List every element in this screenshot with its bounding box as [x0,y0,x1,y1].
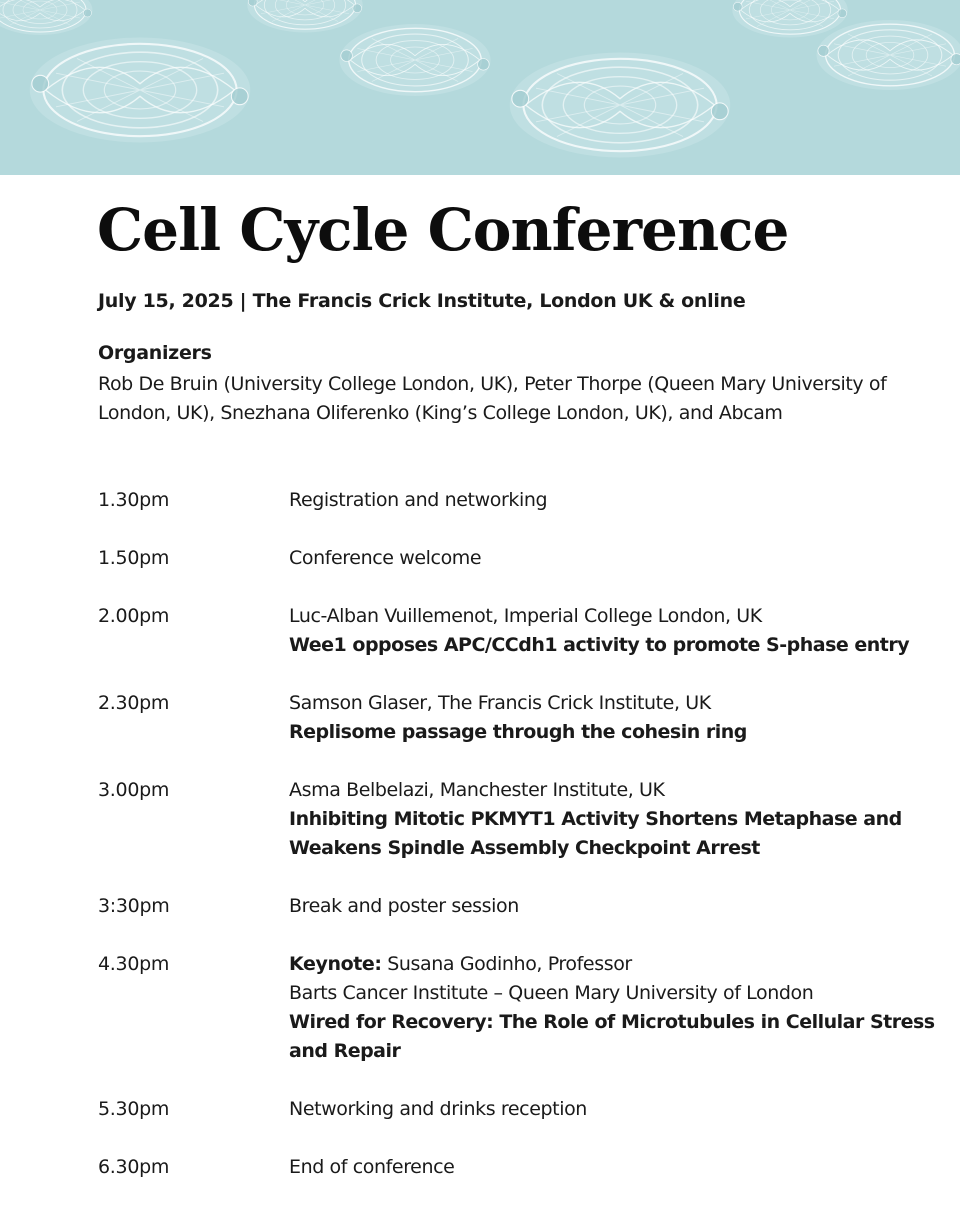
session-title: Registration and networking [289,489,548,511]
speaker-info: Luc-Alban Vuillemenot, Imperial College London, UK [289,605,762,627]
session-detail [289,1095,938,1124]
session-title: Break and poster session [289,895,519,917]
session-detail [289,689,938,747]
session-time: 2.30pm [98,692,170,714]
session-detail [289,950,938,1066]
talk-title: Wee1 opposes APC/CCdh1 activity to promote S-phase entry [289,634,910,656]
session-detail [289,776,938,863]
schedule-row [98,1095,938,1124]
schedule-row [98,1153,938,1182]
speaker-info: Samson Glaser, The Francis Crick Institute, UK [289,692,711,714]
session-title: Networking and drinks reception [289,1098,587,1120]
page-title: Cell Cycle Conference [97,196,789,264]
session-detail [289,544,938,573]
speaker-info: Susana Godinho, Professor [381,953,632,975]
date-venue: July 15, 2025 | The Francis Crick Institute, London UK & online [98,290,746,312]
session-time: 3:30pm [98,895,170,917]
session-title: Conference welcome [289,547,482,569]
session-detail [289,486,938,515]
session-time: 6.30pm [98,1156,170,1178]
organizers-heading: Organizers [98,342,212,364]
schedule [98,486,938,1211]
organizers-list: Rob De Bruin (University College London, UK), Peter Thorpe (Queen Mary University of London, UK), Snezhana Oliferenko (King’s College London, UK), and Abcam [98,373,887,424]
schedule-row [98,950,938,1066]
keynote-label: Keynote: [289,953,382,975]
talk-title: Inhibiting Mitotic PKMYT1 Activity Shortens Metaphase and Weakens Spindle Assembly Checkpoint Arrest [289,808,902,859]
session-time: 4.30pm [98,953,170,975]
talk-title: Replisome passage through the cohesin ring [289,721,747,743]
schedule-row [98,544,938,573]
speaker-info: Asma Belbelazi, Manchester Institute, UK [289,779,665,801]
session-time: 5.30pm [98,1098,170,1120]
schedule-row [98,486,938,515]
schedule-row [98,776,938,863]
session-time: 2.00pm [98,605,170,627]
schedule-row [98,602,938,660]
schedule-row [98,892,938,921]
session-time: 3.00pm [98,779,170,801]
speaker-affiliation: Barts Cancer Institute – Queen Mary University of London [289,982,814,1004]
session-time: 1.50pm [98,547,170,569]
keynote-speaker [289,950,938,979]
session-detail [289,1153,938,1182]
talk-title: Wired for Recovery: The Role of Microtubules in Cellular Stress and Repair [289,1011,935,1062]
schedule-row [98,689,938,747]
header-banner-image [0,0,960,175]
session-time: 1.30pm [98,489,170,511]
session-detail [289,602,938,660]
session-detail [289,892,938,921]
session-title: End of conference [289,1156,455,1178]
